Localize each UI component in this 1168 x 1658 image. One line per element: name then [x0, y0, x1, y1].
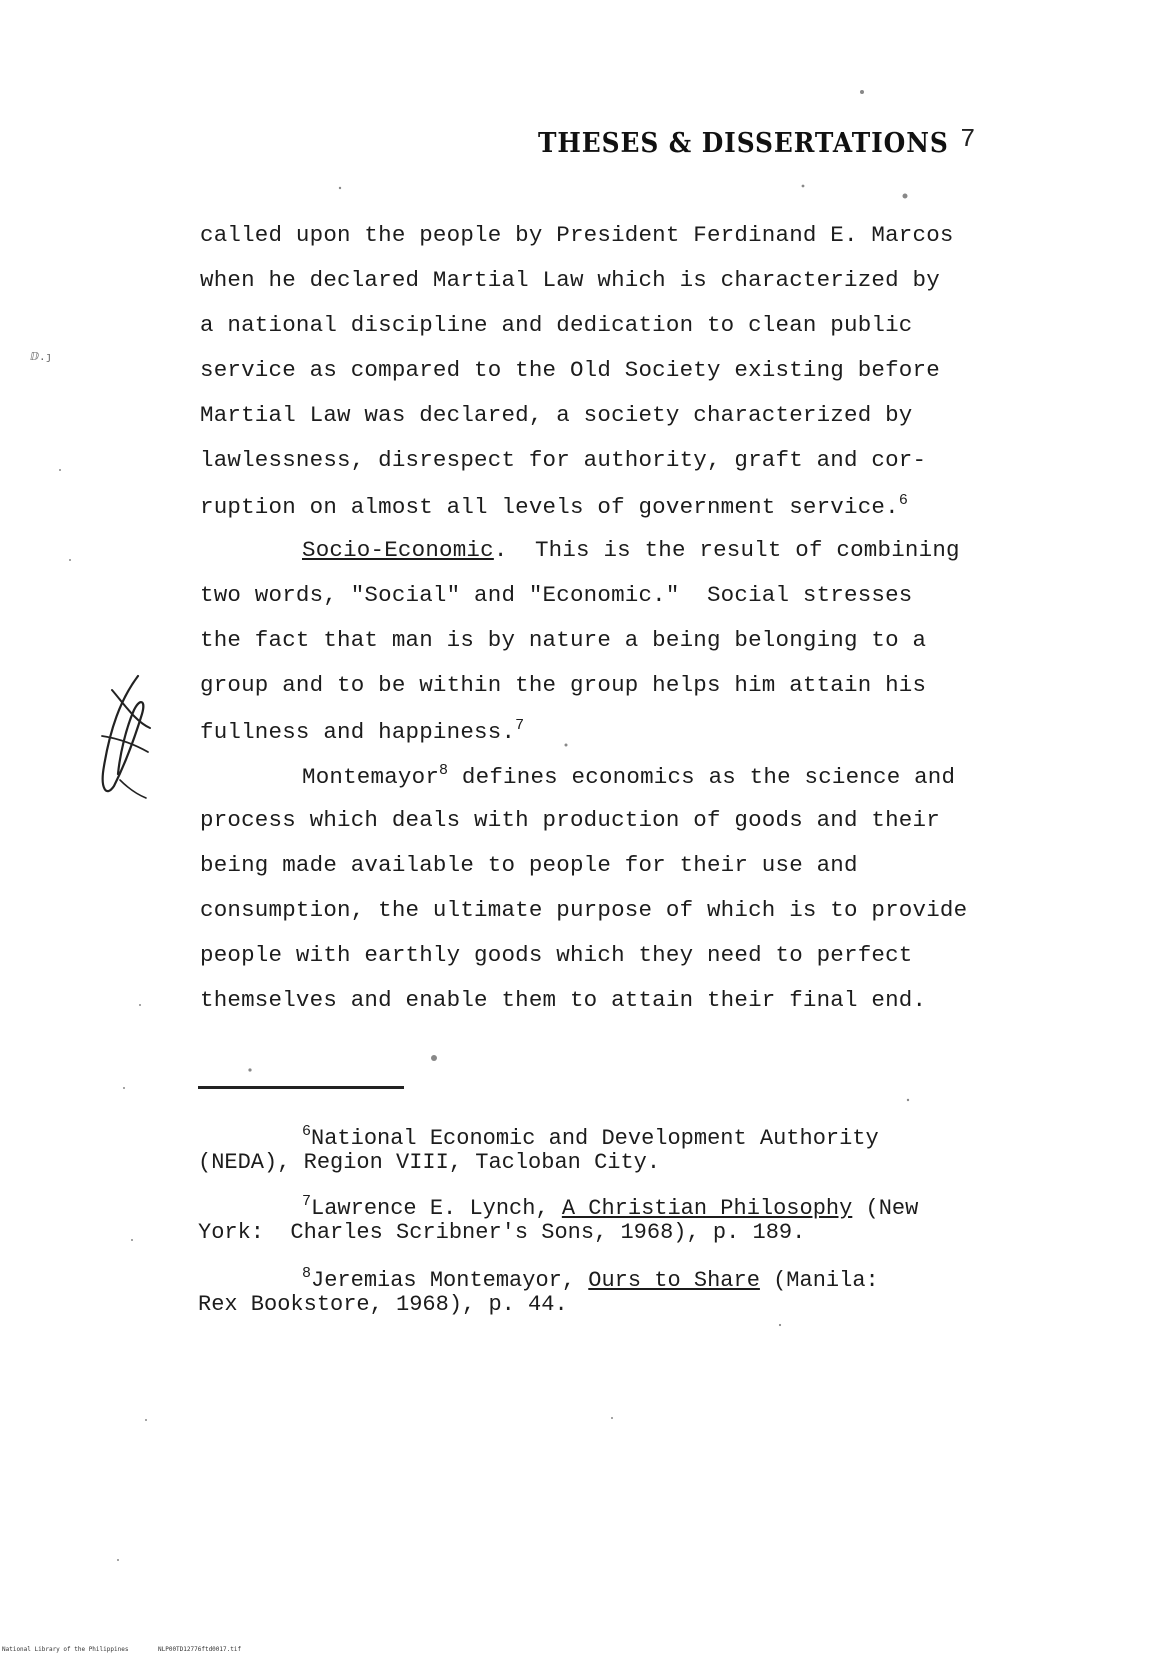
body-line: the fact that man is by nature a being belonging to a — [200, 627, 927, 653]
footnote-text: (Manila: — [759, 1268, 879, 1293]
body-text: defines economics as the science and — [448, 764, 956, 790]
footnote-number: 6 — [302, 1123, 312, 1140]
body-text: Montemayor — [302, 764, 440, 790]
body-text: fullness and happiness. — [200, 719, 516, 745]
body-line: two words, "Social" and "Economic." Social stresses — [200, 582, 913, 608]
section-heading: Socio-Economic — [302, 537, 494, 563]
body-line: service as compared to the Old Society existing before — [200, 357, 940, 383]
theses-dissertations-stamp: THESES & DISSERTATIONS — [538, 128, 949, 159]
body-line: being made available to people for their use and — [200, 852, 858, 878]
footnote-8-line2: Rex Bookstore, 1968), p. 44. — [198, 1292, 568, 1317]
scan-filename: NLP00TD12776ftd0017.tif — [158, 1646, 242, 1653]
body-line: consumption, the ultimate purpose of which is to provide — [200, 897, 968, 923]
library-credit: National Library of the Philippines — [2, 1646, 129, 1653]
book-title: A Christian Philosophy — [561, 1196, 853, 1221]
svg-text:ⅅ.ȷ: ⅅ.ȷ — [30, 350, 53, 363]
footnote-8-line1 — [302, 1265, 879, 1293]
footnote-text: (New — [852, 1196, 919, 1221]
body-line: themselves and enable them to attain their final end. — [200, 987, 927, 1013]
body-text: . This is the result of combining — [493, 537, 960, 563]
footnote-ref: 7 — [515, 717, 525, 734]
body-line — [302, 537, 960, 563]
body-line — [200, 492, 908, 520]
body-line: a national discipline and dedication to clean public — [200, 312, 913, 338]
body-text: ruption on almost all levels of government service. — [200, 494, 899, 520]
footnote-text: Jeremias Montemayor, — [311, 1268, 589, 1293]
footnote-number: 8 — [302, 1265, 312, 1282]
footnote-6-line1 — [302, 1123, 879, 1151]
footnote-6-line2: (NEDA), Region VIII, Tacloban City. — [198, 1150, 661, 1175]
body-line — [200, 717, 524, 745]
body-line: lawlessness, disrespect for authority, graft and cor- — [200, 447, 927, 473]
footnote-number: 7 — [302, 1193, 312, 1210]
footnote-divider — [198, 1086, 404, 1089]
body-line: process which deals with production of goods and their — [200, 807, 940, 833]
handwritten-margin-signature — [90, 670, 160, 810]
body-line: when he declared Martial Law which is characterized by — [200, 267, 940, 293]
footnote-7-line2: York: Charles Scribner's Sons, 1968), p. 189. — [198, 1220, 806, 1245]
body-line — [302, 762, 955, 790]
footnote-ref: 8 — [439, 762, 449, 779]
book-title: Ours to Share — [588, 1268, 760, 1293]
footnote-text: Lawrence E. Lynch, — [311, 1196, 562, 1221]
footnote-ref: 6 — [898, 492, 909, 509]
body-line: called upon the people by President Ferdinand E. Marcos — [200, 222, 954, 248]
footnote-text: National Economic and Development Authority — [311, 1126, 879, 1151]
body-line: Martial Law was declared, a society characterized by — [200, 402, 913, 428]
body-line: group and to be within the group helps him attain his — [200, 672, 927, 698]
footnote-7-line1 — [302, 1193, 918, 1221]
page-number: 7 — [960, 124, 976, 154]
body-line: people with earthly goods which they need to perfect — [200, 942, 913, 968]
